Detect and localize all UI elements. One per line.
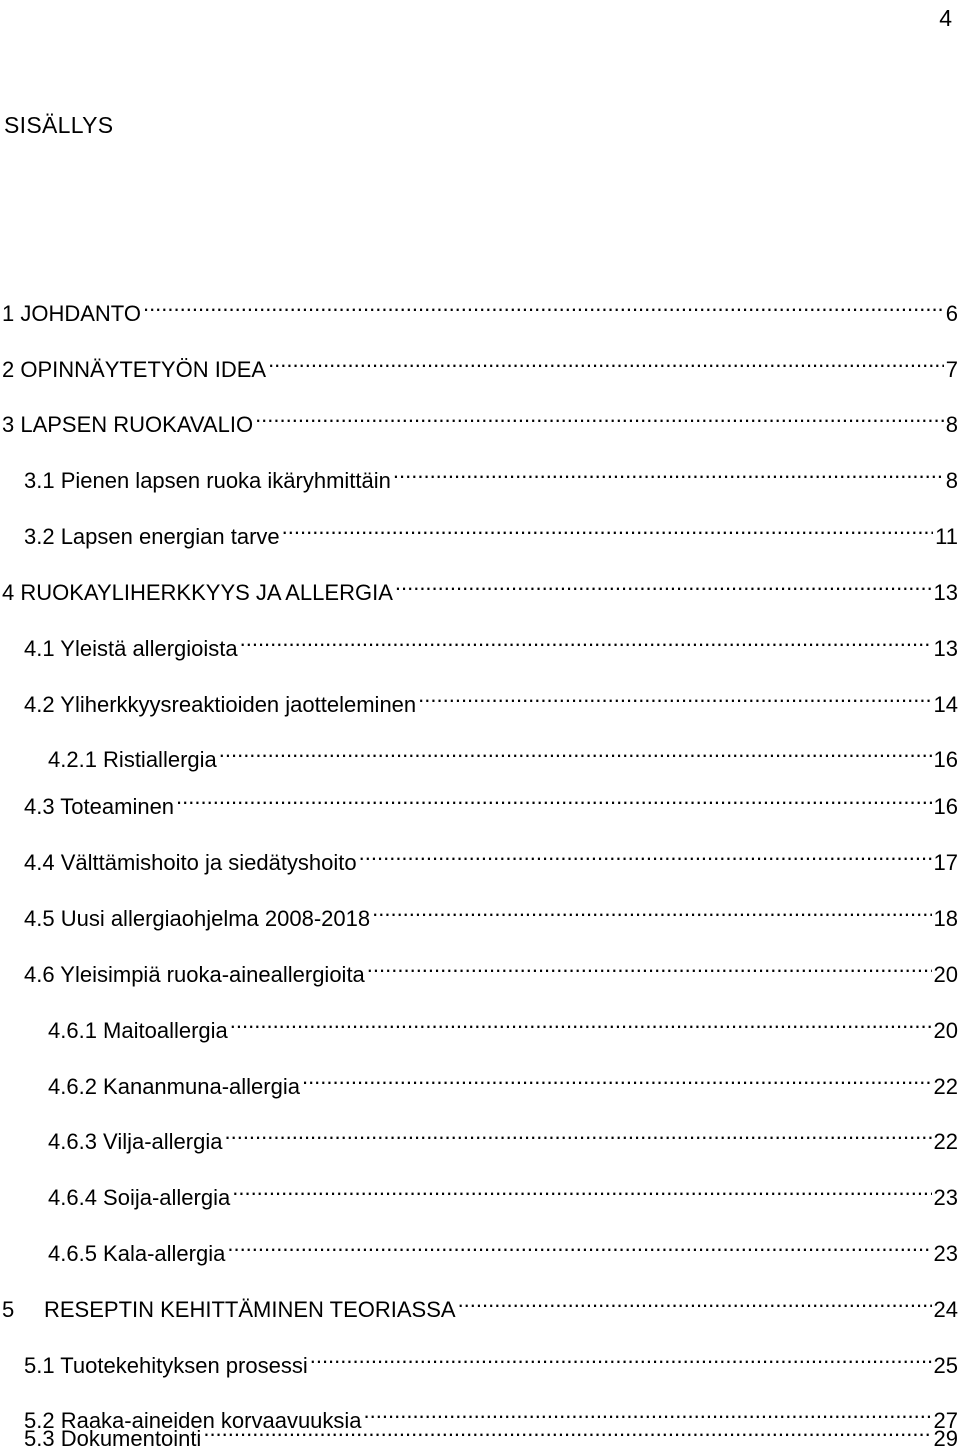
toc-entry[interactable]: [2, 1285, 958, 1322]
toc-entry[interactable]: [24, 950, 958, 987]
toc-entry-label: 5.1 Tuotekehityksen prosessi: [24, 1353, 308, 1378]
toc-heading: SISÄLLYS: [4, 112, 114, 138]
toc-entry-page: 20: [933, 1018, 958, 1043]
toc-entry[interactable]: [2, 400, 958, 437]
toc-entry-page: 8: [945, 468, 958, 493]
toc-entry-label: 3.1 Pienen lapsen ruoka ikäryhmittäin: [24, 468, 391, 493]
toc-entry-page: 18: [933, 906, 958, 931]
toc-entry-label: 5.3 Dokumentointi: [24, 1426, 202, 1451]
toc-dot-leader: [458, 1285, 932, 1317]
toc-entry[interactable]: [24, 680, 958, 717]
toc-dot-leader: [230, 1006, 932, 1038]
toc-entry-page: 24: [933, 1297, 958, 1322]
toc-entry-label: 4.6.1 Maitoallergia: [48, 1018, 228, 1043]
toc-entry-label: 2 OPINNÄYTETYÖN IDEA: [2, 357, 267, 382]
toc-entry-label: 4.1 Yleistä allergioista: [24, 636, 238, 661]
toc-entry-label: 1 JOHDANTO: [2, 301, 141, 326]
toc-entry-label: 4.3 Toteaminen: [24, 794, 175, 819]
toc-entry-page: 16: [933, 747, 958, 772]
toc-dot-leader: [302, 1062, 932, 1094]
toc-entry[interactable]: [24, 1414, 958, 1451]
toc-entry-label: 4.2.1 Ristiallergia: [48, 747, 217, 772]
toc-entry-page: 22: [933, 1074, 958, 1099]
toc-entry[interactable]: [24, 512, 958, 549]
toc-entry-page: 20: [933, 962, 958, 987]
toc-entry[interactable]: [24, 624, 958, 661]
toc-dot-leader: [359, 838, 932, 870]
toc-dot-leader: [219, 735, 932, 767]
toc-entry-label: 4.5 Uusi allergiaohjelma 2008-2018: [24, 906, 371, 931]
toc-dot-leader: [143, 289, 944, 321]
toc-entry-label: [2, 1294, 458, 1326]
toc-entry-page: 23: [933, 1241, 958, 1266]
toc-entry[interactable]: [24, 838, 958, 875]
toc-entry-page: 25: [933, 1353, 958, 1378]
toc-entry-label: 4.6.4 Soija-allergia: [48, 1185, 231, 1210]
toc-entry-page: 6: [945, 301, 958, 326]
page-number: 4: [939, 5, 952, 31]
toc-entry-page: 23: [933, 1185, 958, 1210]
toc-entry-label: 4 RUOKAYLIHERKKYYS JA ALLERGIA: [2, 580, 393, 605]
toc-entry[interactable]: [48, 1062, 958, 1099]
toc-entry-label: 4.6.5 Kala-allergia: [48, 1241, 226, 1266]
toc-entry[interactable]: [2, 289, 958, 326]
toc-entry[interactable]: [48, 1117, 958, 1154]
toc-entry-page: 13: [933, 636, 958, 661]
toc-entry-page: 29: [933, 1426, 958, 1451]
toc-entry[interactable]: [2, 345, 958, 382]
toc-dot-leader: [227, 1229, 931, 1261]
toc-entry-page: 16: [933, 794, 958, 819]
toc-dot-leader: [393, 456, 944, 488]
toc-entry-label: 4.4 Välttämishoito ja siedätyshoito: [24, 850, 357, 875]
toc-entry-page: 11: [935, 524, 958, 549]
toc-entry[interactable]: [24, 1341, 958, 1378]
toc-entry[interactable]: [24, 456, 958, 493]
toc-dot-leader: [268, 345, 944, 377]
toc-entry-label: 4.6 Yleisimpiä ruoka-aineallergioita: [24, 962, 365, 987]
toc-entry-label: 4.6.3 Vilja-allergia: [48, 1129, 223, 1154]
toc-entry-number: 5: [2, 1297, 15, 1322]
toc-entry[interactable]: [48, 1229, 958, 1266]
toc-dot-leader: [372, 894, 931, 926]
toc-dot-leader: [232, 1173, 931, 1205]
toc-entry[interactable]: [48, 735, 958, 772]
toc-entry-page: 17: [933, 850, 958, 875]
toc-dot-leader: [367, 950, 932, 982]
toc-entry-page: 27: [933, 1408, 958, 1433]
toc-dot-leader: [176, 782, 931, 814]
toc-entry-page: 22: [933, 1129, 958, 1154]
toc-entry-page: 7: [945, 357, 958, 382]
toc-entry-page: 13: [933, 580, 958, 605]
toc-entry-title: RESEPTIN KEHITTÄMINEN TEORIASSA: [44, 1297, 456, 1322]
toc-entry[interactable]: [24, 894, 958, 931]
toc-dot-leader: [224, 1117, 931, 1149]
toc-entry[interactable]: [48, 1006, 958, 1043]
toc-dot-leader: [240, 624, 932, 656]
toc-entry-label: 5.2 Raaka-aineiden korvaavuuksia: [24, 1408, 362, 1433]
toc-entry-page: 8: [945, 412, 958, 437]
toc-entry[interactable]: [2, 568, 958, 605]
toc-entry-label: 3 LAPSEN RUOKAVALIO: [2, 412, 254, 437]
toc-entry-label: 3.2 Lapsen energian tarve: [24, 524, 280, 549]
toc-entry-page: 14: [933, 692, 958, 717]
toc-entry[interactable]: [24, 782, 958, 819]
toc-entry[interactable]: [48, 1173, 958, 1210]
toc-entry-label: 4.2 Yliherkkyysreaktioiden jaotteleminen: [24, 692, 417, 717]
toc-dot-leader: [282, 512, 934, 544]
toc-dot-leader: [255, 400, 944, 432]
toc-entry-label: 4.6.2 Kananmuna-allergia: [48, 1074, 300, 1099]
toc-dot-leader: [418, 680, 931, 712]
toc-dot-leader: [203, 1414, 931, 1446]
toc-dot-leader: [395, 568, 932, 600]
toc-dot-leader: [310, 1341, 932, 1373]
